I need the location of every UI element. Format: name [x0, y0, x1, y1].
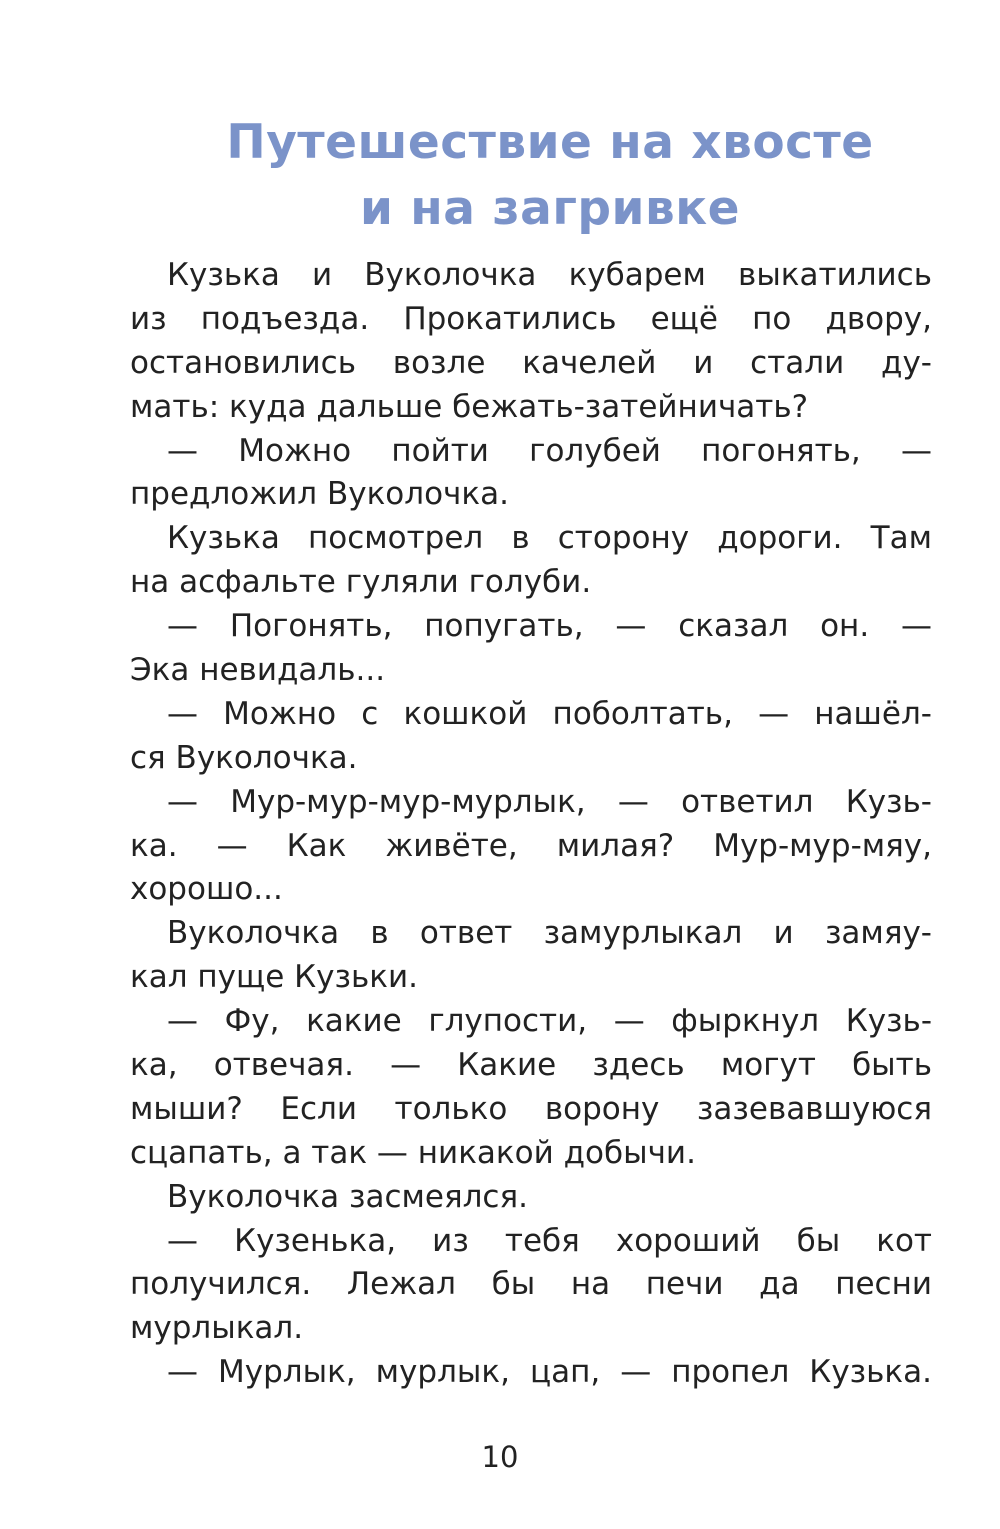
text-line: — Мурлык, мурлык, цап, — пропел Кузька. [167, 1354, 932, 1391]
text-line: предложил Вуколочка. [130, 476, 509, 513]
text-line: хорошо... [130, 871, 283, 908]
text-line: Кузька и Вуколочка кубарем выкатились [167, 257, 932, 293]
text-line: получился. Лежал бы на печи да песни [130, 1266, 932, 1303]
text-line: — Мур-мур-мур-мурлык, — ответил Кузь- [167, 783, 932, 820]
text-line: ка. — Как живёте, милая? Мур-мур-мяу, [130, 827, 932, 864]
page-number: 10 [481, 1440, 519, 1474]
text-line: Вуколочка засмеялся. [167, 1178, 528, 1215]
text-line: — Кузенька, из тебя хороший бы кот [167, 1222, 932, 1259]
text-line: — Погонять, попугать, — сказал он. — [167, 608, 932, 645]
text-line: мать: куда дальше бежать-затейничать? [130, 388, 809, 425]
text-line: Эка невидаль... [130, 652, 386, 689]
chapter-title [130, 110, 970, 242]
text-line: Кузька посмотрел в сторону дороги. Там [167, 520, 932, 557]
text-line: ся Вуколочка. [130, 739, 358, 776]
text-line: мыши? Если только ворону зазевавшуюся [130, 1090, 932, 1127]
text-line: мурлыкал. [130, 1310, 304, 1347]
text-line: кал пуще Кузьки. [130, 959, 418, 996]
text-line: — Можно с кошкой поболтать, — нашёл- [167, 695, 932, 732]
text-line: ка, отвечая. — Какие здесь могут быть [130, 1047, 932, 1084]
text-line: остановились возле качелей и стали ду- [130, 344, 932, 381]
text-line: сцапать, а так — никакой добычи. [130, 1134, 696, 1171]
text-line: Вуколочка в ответ замурлыкал и замяу- [167, 915, 932, 952]
chapter-title-line-1: Путешествие на хвосте [226, 115, 874, 170]
text-line: из подъезда. Прокатились ещё по двору, [130, 300, 932, 337]
story-text [130, 254, 932, 1395]
text-line: — Фу, какие глупости, — фыркнул Кузь- [167, 1003, 932, 1040]
chapter-title-line-2: и на загривке [359, 181, 741, 236]
text-line: на асфальте гуляли голуби. [130, 564, 592, 601]
text-line: — Можно пойти голубей погонять, — [167, 432, 932, 469]
